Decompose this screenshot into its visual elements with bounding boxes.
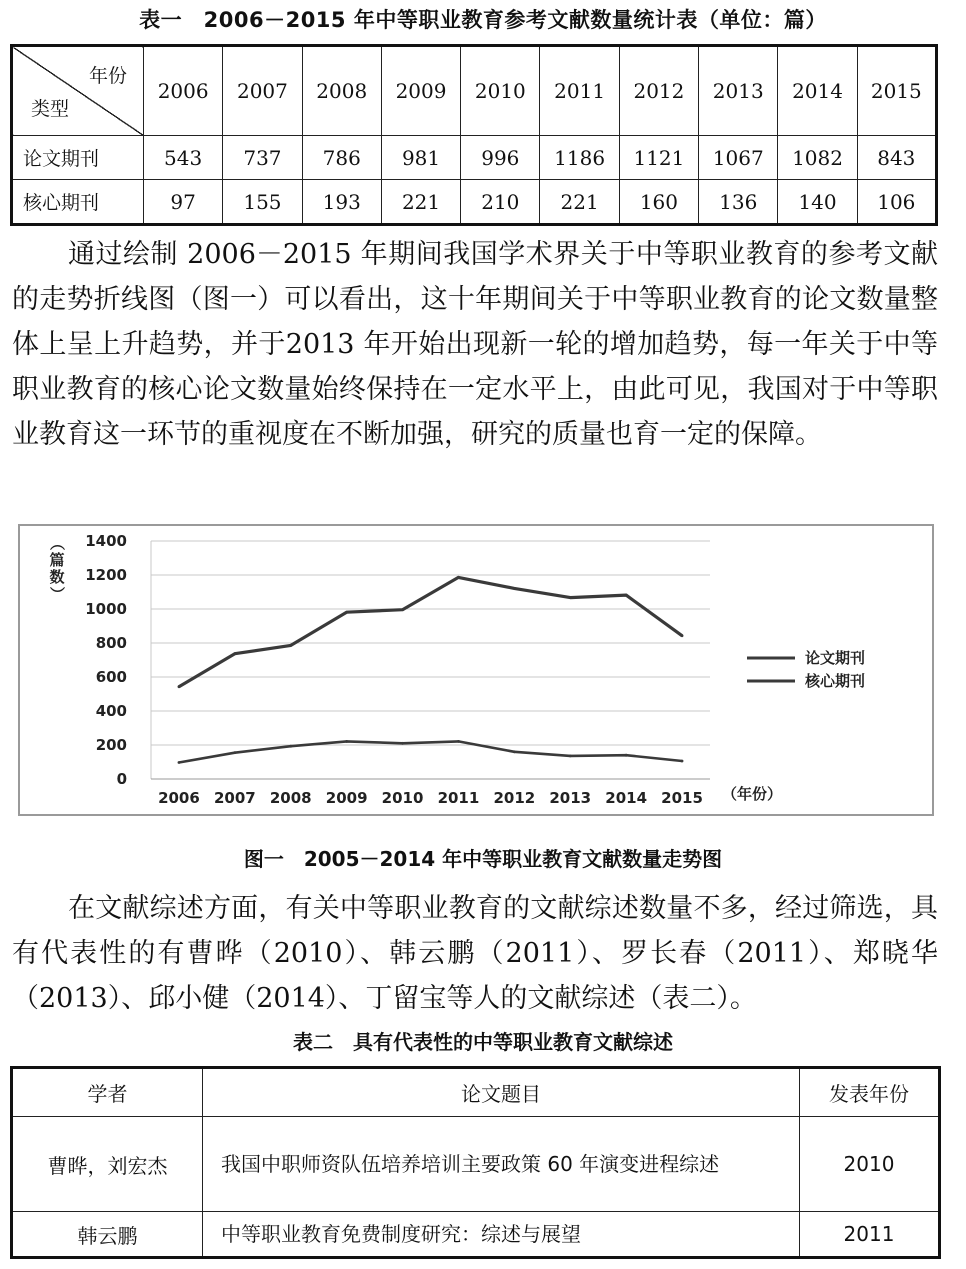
legend-label: 论文期刊 — [805, 649, 866, 667]
table-cell: 1186 — [540, 136, 619, 180]
y-tick-label: 800 — [95, 634, 127, 652]
table1-corner-cell — [12, 46, 144, 136]
data-point — [625, 754, 628, 757]
data-point — [345, 611, 348, 614]
table2-caption: 表二 具有代表性的中等职业教育文献综述 — [293, 1030, 673, 1054]
x-tick-label: 2009 — [325, 789, 368, 807]
year-header: 2010 — [461, 46, 540, 136]
y-axis-label-char: （ — [48, 535, 66, 551]
y-tick-label: 0 — [116, 770, 127, 788]
body-paragraph-2: 在文献综述方面，有关中等职业教育的文献综述数量不多，经过筛选，具有代表性的有曹晔（2010）、韩云鹏（2011）、罗长春（2011）、郑晓华（2013）、邱小健（2014）、丁留宝等人的文献综述（表二）。 — [12, 893, 938, 1014]
row-label: 论文期刊 — [12, 136, 144, 180]
table-cell: 106 — [857, 180, 936, 225]
year-header: 2014 — [778, 46, 857, 136]
table-cell: 136 — [699, 180, 778, 225]
year-header: 2013 — [699, 46, 778, 136]
column-header: 学者 — [12, 1068, 203, 1117]
table-cell: 221 — [381, 180, 460, 225]
data-point — [457, 740, 460, 743]
data-point — [457, 576, 460, 579]
series-line — [179, 577, 682, 686]
x-axis-label: （年份） — [722, 785, 783, 803]
data-point — [401, 608, 404, 611]
year-header: 2009 — [381, 46, 460, 136]
table-cell: 221 — [540, 180, 619, 225]
corner-year-label: 年份 — [88, 65, 127, 87]
x-tick-label: 2010 — [381, 789, 424, 807]
data-point — [513, 587, 516, 590]
trend-chart — [18, 524, 934, 816]
x-tick-label: 2011 — [437, 789, 480, 807]
data-point — [233, 652, 236, 655]
data-point — [401, 742, 404, 745]
table-row — [12, 1117, 940, 1212]
x-tick-label: 2013 — [549, 789, 592, 807]
year-header: 2015 — [857, 46, 936, 136]
data-point — [569, 754, 572, 757]
y-axis-label-char: ） — [48, 586, 66, 602]
table1-header-row — [12, 46, 937, 136]
table-cell: 210 — [461, 180, 540, 225]
table-cell: 97 — [144, 180, 223, 225]
y-tick-label: 1200 — [85, 566, 127, 584]
line-chart — [20, 526, 932, 814]
table-cell: 155 — [223, 180, 302, 225]
table-cell: 193 — [302, 180, 381, 225]
data-point — [681, 760, 684, 763]
data-point — [289, 644, 292, 647]
corner-type-label: 类型 — [31, 98, 70, 120]
column-header: 发表年份 — [800, 1068, 940, 1117]
row-label: 核心期刊 — [12, 180, 144, 225]
title-cell: 中等职业教育免费制度研究：综述与展望 — [203, 1212, 800, 1258]
body-paragraph-1: 通过绘制 2006－2015 年期间我国学术界关于中等职业教育的参考文献的走势折线图（图一）可以看出，这十年期间关于中等职业教育的论文数量整体上呈上升趋势，并于2013 年开始出现新一轮的增加趋势，每一年关于中等职业教育的核心论文数量始终保持在一定水平上，由此可见，我国对于中等职业教育这一环节的重视度在不断加强，研究的质量也育一定的保障。 — [12, 239, 938, 450]
data-point — [289, 745, 292, 748]
y-tick-label: 600 — [95, 668, 127, 686]
figure-caption: 图一 2005－2014 年中等职业教育文献数量走势图 — [243, 847, 723, 871]
year-cell: 2010 — [800, 1117, 940, 1212]
table-cell: 543 — [144, 136, 223, 180]
x-tick-label: 2012 — [493, 789, 536, 807]
table1 — [10, 44, 938, 226]
x-tick-label: 2006 — [158, 789, 200, 807]
x-tick-label: 2007 — [213, 789, 256, 807]
y-axis-label-char: 数 — [49, 568, 65, 586]
table-row — [12, 1212, 940, 1258]
table-row — [12, 136, 937, 180]
year-header: 2012 — [619, 46, 698, 136]
legend-label: 核心期刊 — [805, 672, 866, 690]
x-tick-label: 2015 — [661, 789, 703, 807]
data-point — [345, 740, 348, 743]
y-tick-label: 200 — [95, 736, 127, 754]
table-row — [12, 180, 937, 225]
table1-caption: 表一 2006－2015 年中等职业教育参考文献数量统计表（单位：篇） — [139, 8, 827, 32]
data-point — [233, 751, 236, 754]
table2-header-row — [12, 1068, 940, 1117]
table-cell: 786 — [302, 136, 381, 180]
table2 — [10, 1066, 941, 1259]
column-header: 论文题目 — [203, 1068, 800, 1117]
table-cell: 981 — [381, 136, 460, 180]
scholar-cell: 韩云鹏 — [12, 1212, 203, 1258]
table-cell: 996 — [461, 136, 540, 180]
scholar-cell: 曹晔，刘宏杰 — [12, 1117, 203, 1212]
y-tick-label: 1400 — [85, 532, 127, 550]
title-cell: 我国中职师资队伍培养培训主要政策 60 年演变进程综述 — [203, 1117, 800, 1212]
year-header: 2011 — [540, 46, 619, 136]
table-cell: 737 — [223, 136, 302, 180]
year-header: 2007 — [223, 46, 302, 136]
x-tick-label: 2008 — [269, 789, 312, 807]
data-point — [681, 634, 684, 637]
table-cell: 843 — [857, 136, 936, 180]
table-cell: 1121 — [619, 136, 698, 180]
table-cell: 1067 — [699, 136, 778, 180]
y-tick-label: 400 — [95, 702, 127, 720]
data-point — [625, 594, 628, 597]
year-header: 2008 — [302, 46, 381, 136]
table-cell: 160 — [619, 180, 698, 225]
data-point — [569, 596, 572, 599]
year-header: 2006 — [144, 46, 223, 136]
data-point — [178, 761, 181, 764]
table-cell: 140 — [778, 180, 857, 225]
y-axis-label-char: 篇 — [49, 551, 65, 569]
table-cell: 1082 — [778, 136, 857, 180]
y-tick-label: 1000 — [85, 600, 127, 618]
data-point — [178, 685, 181, 688]
x-tick-label: 2014 — [605, 789, 648, 807]
year-cell: 2011 — [800, 1212, 940, 1258]
data-point — [513, 750, 516, 753]
